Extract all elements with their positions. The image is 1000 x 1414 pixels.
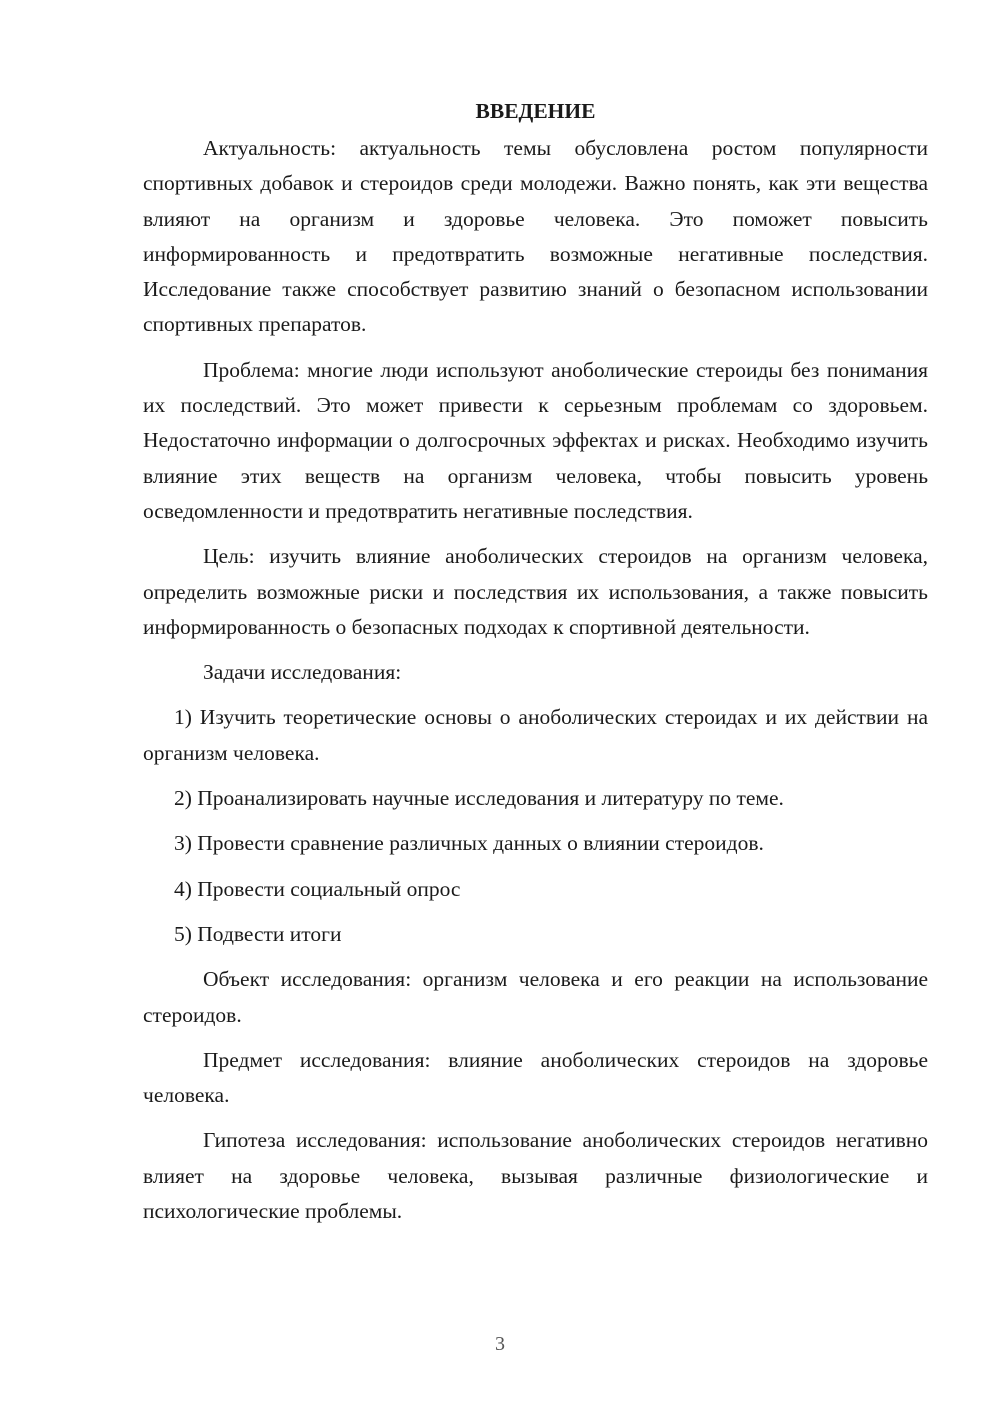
goal-paragraph: Цель: изучить влияние аноболических стероидов на организм человека, определить возможные риски и последствия их использования, а также повысить информированность о безопасных подходах к спортивной деятельности. — [143, 544, 928, 639]
problem-paragraph: Проблема: многие люди используют аноболические стероиды без понимания их последствий. Это может привести к серьезным проблемам со здоровьем. Недостаточно информации о долгосрочных эффектах и рисках. Необходимо изучить влияние этих веществ на организм человека, чтобы повысить уровень осведомленности и предотвратить негативные последствия. — [143, 357, 928, 523]
page-number: 3 — [495, 1333, 505, 1355]
document-page — [143, 94, 928, 1239]
hypothesis-paragraph: Гипотеза исследования: использование аноболических стероидов негативно влияет на здоровье человека, вызывая различные физиологические и психологические проблемы. — [143, 1128, 928, 1224]
page-title: ВВЕДЕНИЕ — [475, 99, 596, 123]
list-item: 5) Подвести итоги — [174, 921, 342, 946]
subject-paragraph: Предмет исследования: влияние аноболических стероидов на здоровье человека. — [143, 1047, 928, 1108]
list-item: 4) Провести социальный опрос — [174, 876, 461, 901]
list-item: 1) Изучить теоретические основы о аноболических стероидах и их действии на организм человека. — [143, 705, 928, 765]
tasks-list — [143, 700, 928, 952]
relevance-paragraph: Актуальность: актуальность темы обусловлена ростом популярности спортивных добавок и стероидов среди молодежи. Важно понять, как эти вещества влияют на организм и здоровье человека. Это поможет повысить информированность и предотвратить возможные негативные последствия. Исследование также способствует развитию знаний о безопасном использовании спортивных препаратов. — [143, 136, 928, 337]
tasks-heading: Задачи исследования: — [203, 660, 402, 685]
list-item: 2) Проанализировать научные исследования и литературу по теме. — [174, 786, 784, 811]
list-item: 3) Провести сравнение различных данных о влиянии стероидов. — [174, 831, 764, 856]
object-paragraph: Объект исследования: организм человека и его реакции на использование стероидов. — [143, 967, 928, 1027]
